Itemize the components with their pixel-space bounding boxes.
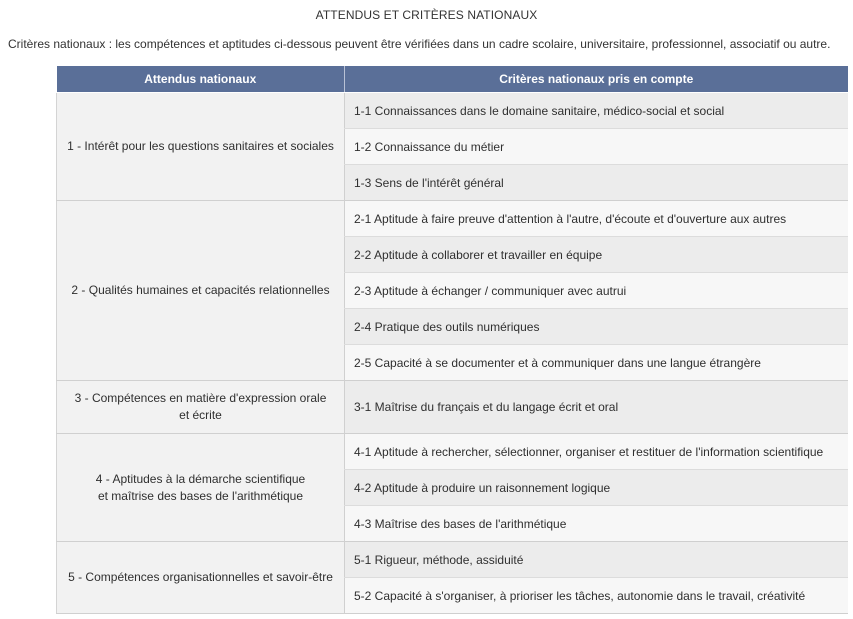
attendu-line: 3 - Compétences en matière d'expression orale (74, 391, 327, 405)
critere-cell: 4-2 Aptitude à produire un raisonnement logique (345, 470, 848, 506)
critere-cell: 5-1 Rigueur, méthode, assiduité (345, 542, 848, 578)
critere-cell: 5-2 Capacité à s'organiser, à prioriser les tâches, autonomie dans le travail, créativité (345, 578, 848, 614)
attendu-line: et écrite (179, 408, 222, 422)
header-attendus: Attendus nationaux (57, 66, 345, 93)
table-row (57, 434, 848, 470)
table-row (57, 542, 848, 578)
table-row (57, 381, 848, 434)
critere-cell: 2-2 Aptitude à collaborer et travailler en équipe (345, 237, 848, 273)
attendu-cell (57, 434, 345, 542)
critere-cell: 2-1 Aptitude à faire preuve d'attention à l'autre, d'écoute et d'ouverture aux autres (345, 201, 848, 237)
table-row (57, 201, 848, 237)
criteria-table (56, 66, 848, 614)
attendu-line: 4 - Aptitudes à la démarche scientifique (95, 471, 306, 486)
header-criteres: Critères nationaux pris en compte (345, 66, 848, 93)
attendu-line: et maîtrise des bases de l'arithmétique (97, 488, 304, 503)
attendu-cell: 1 - Intérêt pour les questions sanitaires et sociales (57, 93, 345, 201)
critere-cell: 2-5 Capacité à se documenter et à communiquer dans une langue étrangère (345, 345, 848, 381)
critere-cell: 1-2 Connaissance du métier (345, 129, 848, 165)
critere-cell: 4-1 Aptitude à rechercher, sélectionner, organiser et restituer de l'information scientifique (345, 434, 848, 470)
intro-text: Critères nationaux : les compétences et aptitudes ci-dessous peuvent être vérifiées dans un cadre scolaire, universitaire, professionnel, associatif ou autre. (8, 37, 831, 51)
critere-cell: 1-3 Sens de l'intérêt général (345, 165, 848, 201)
critere-cell: 3-1 Maîtrise du français et du langage écrit et oral (345, 381, 848, 434)
critere-cell: 2-4 Pratique des outils numériques (345, 309, 848, 345)
table-header-row (57, 66, 848, 93)
table-row (57, 93, 848, 129)
attendu-cell: 5 - Compétences organisationnelles et savoir-être (57, 542, 345, 614)
page-title: ATTENDUS ET CRITÈRES NATIONAUX (315, 8, 538, 22)
attendu-cell: 2 - Qualités humaines et capacités relationnelles (57, 201, 345, 381)
attendu-cell (57, 381, 345, 434)
critere-cell: 1-1 Connaissances dans le domaine sanitaire, médico-social et social (345, 93, 848, 129)
critere-cell: 4-3 Maîtrise des bases de l'arithmétique (345, 506, 848, 542)
critere-cell: 2-3 Aptitude à échanger / communiquer avec autrui (345, 273, 848, 309)
